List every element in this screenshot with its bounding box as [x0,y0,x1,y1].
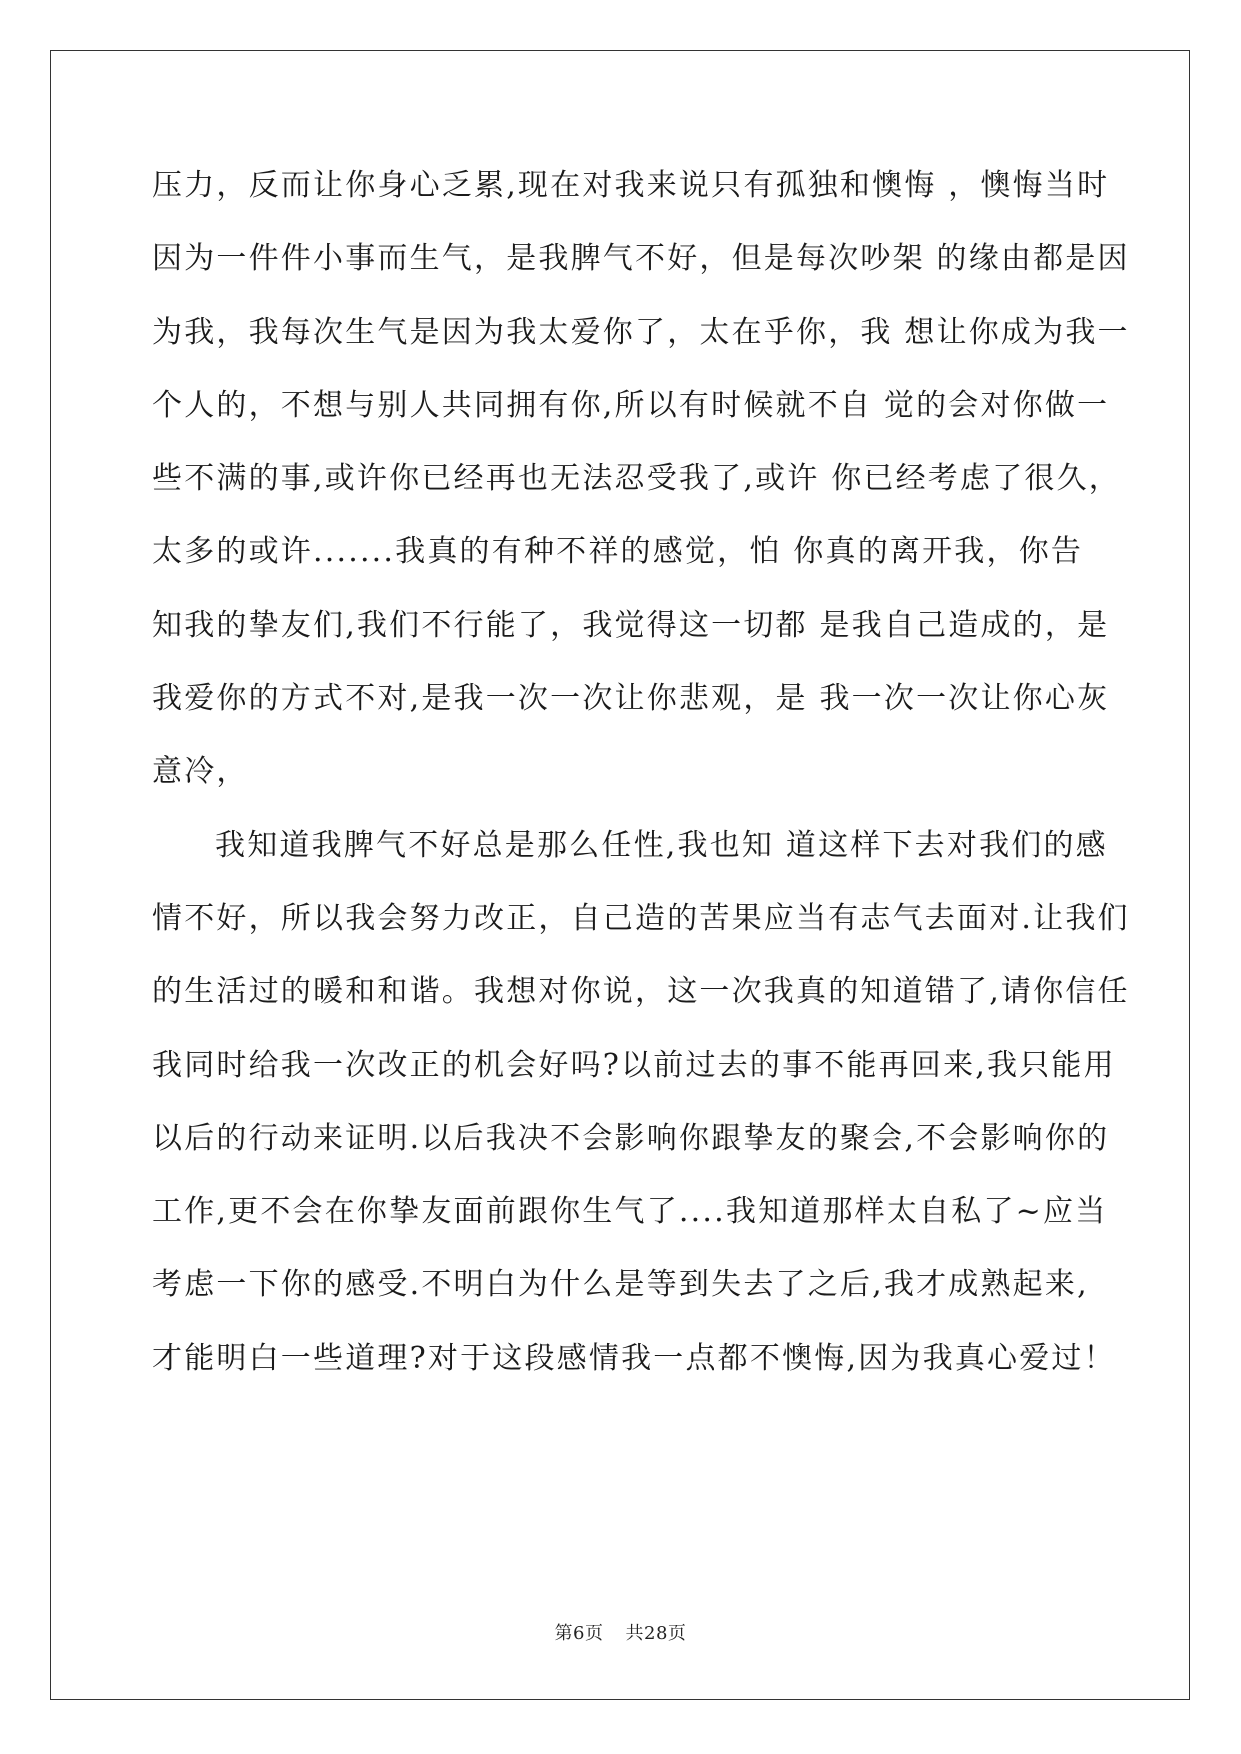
text-line: 才能明白一些道理?对于这段感情我一点都不懊悔,因为我真心爱过！ [152,1340,1116,1376]
document-body [152,162,1130,1408]
text-line: 个人的，不想与别人共同拥有你,所以有时候就不自 觉的会对你做一 [152,387,1110,423]
text-line: 情不好，所以我会努力改正，自己造的苦果应当有志气去面对.让我们 [152,900,1130,936]
page-total: 共28页 [625,1623,687,1644]
text-line: 我知道我脾气不好总是那么任性,我也知 道这样下去对我们的感 [215,827,1108,863]
text-line: 考虑一下你的感受.不明白为什么是等到失去了之后,我才成熟起来, [152,1267,1089,1303]
text-line: 太多的或许.......我真的有种不祥的感觉，怕 你真的离开我，你告 [152,534,1084,570]
text-line: 我爱你的方式不对,是我一次一次让你悲观，是 我一次一次让你心灰 [152,681,1110,717]
page-footer [0,1619,1241,1645]
text-line: 我同时给我一次改正的机会好吗?以前过去的事不能再回来,我只能用 [152,1047,1116,1083]
text-line: 的生活过的暖和和谐。我想对你说，这一次我真的知道错了,请你信任 [152,974,1130,1010]
paragraph-2 [152,822,1130,1408]
text-line: 以后的行动来证明.以后我决不会影响你跟挚友的聚会,不会影响你的 [152,1120,1110,1156]
paragraph-1 [152,162,1130,822]
text-line: 工作,更不会在你挚友面前跟你生气了....我知道那样太自私了~应当 [152,1194,1108,1230]
text-line: 些不满的事,或许你已经再也无法忍受我了,或许 你已经考虑了很久， [152,461,1122,497]
text-line: 为我，我每次生气是因为我太爱你了，太在乎你，我 想让你成为我一 [152,314,1130,350]
text-line: 知我的挚友们,我们不行能了，我觉得这一切都 是我自己造成的，是 [152,607,1110,643]
text-line: 因为一件件小事而生气，是我脾气不好，但是每次吵架 的缘由都是因 [152,241,1130,277]
text-line: 意冷， [152,754,249,790]
page-number: 第6页 [554,1623,604,1644]
text-line: 压力，反而让你身心乏累,现在对我来说只有孤独和懊悔 ，懊悔当时 [152,168,1110,203]
